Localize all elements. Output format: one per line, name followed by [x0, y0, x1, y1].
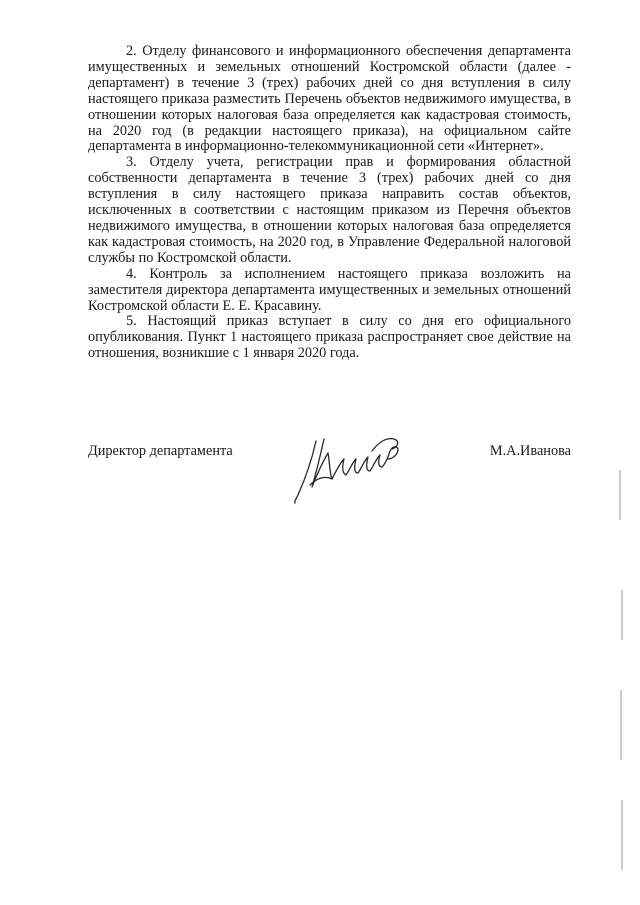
- paragraph-5: 5. Настоящий приказ вступает в силу со дня его официального опубликования. Пункт 1 настоящего приказа распространяет свое действие на отношения, возникшие с 1 января 2020 года.: [88, 313, 571, 362]
- paragraph-3: 3. Отделу учета, регистрации прав и формирования областной собственности департамента в течение 3 (трех) рабочих дней со дня вступления в силу настоящего приказа направить состав объектов, исключенных в соответствии с настоящим приказом из Перечня объектов недвижимого имущества, в отношении которых налоговая база определяется как кадастровая стоимость, на 2020 год, в Управление Федеральной налоговой службы по Костромской области.: [88, 154, 571, 266]
- signatory-name: М.А.Иванова: [489, 443, 571, 459]
- paragraph-2: 2. Отделу финансового и информационного обеспечения департамента имущественных и земельных отношений Костромской области (далее - департамент) в течение 3 (трех) рабочих дней со дня вступления в силу настоящего приказа разместить Перечень объектов недвижимого имущества, в отношении которых налоговая база определяется как кадастровая стоимость, на 2020 год (в редакции настоящего приказа), на официальном сайте департамента в информационно-телекоммуникационной сети «Интернет».: [88, 43, 571, 155]
- paragraph-4: 4. Контроль за исполнением настоящего приказа возложить на заместителя директора департамента имущественных и земельных отношений Костромской области Е. Е. Красавину.: [88, 265, 571, 314]
- signature-block: [88, 443, 571, 523]
- document-body: [88, 44, 571, 362]
- handwritten-signature: [286, 429, 416, 509]
- signatory-position: Директор департамента: [88, 443, 233, 459]
